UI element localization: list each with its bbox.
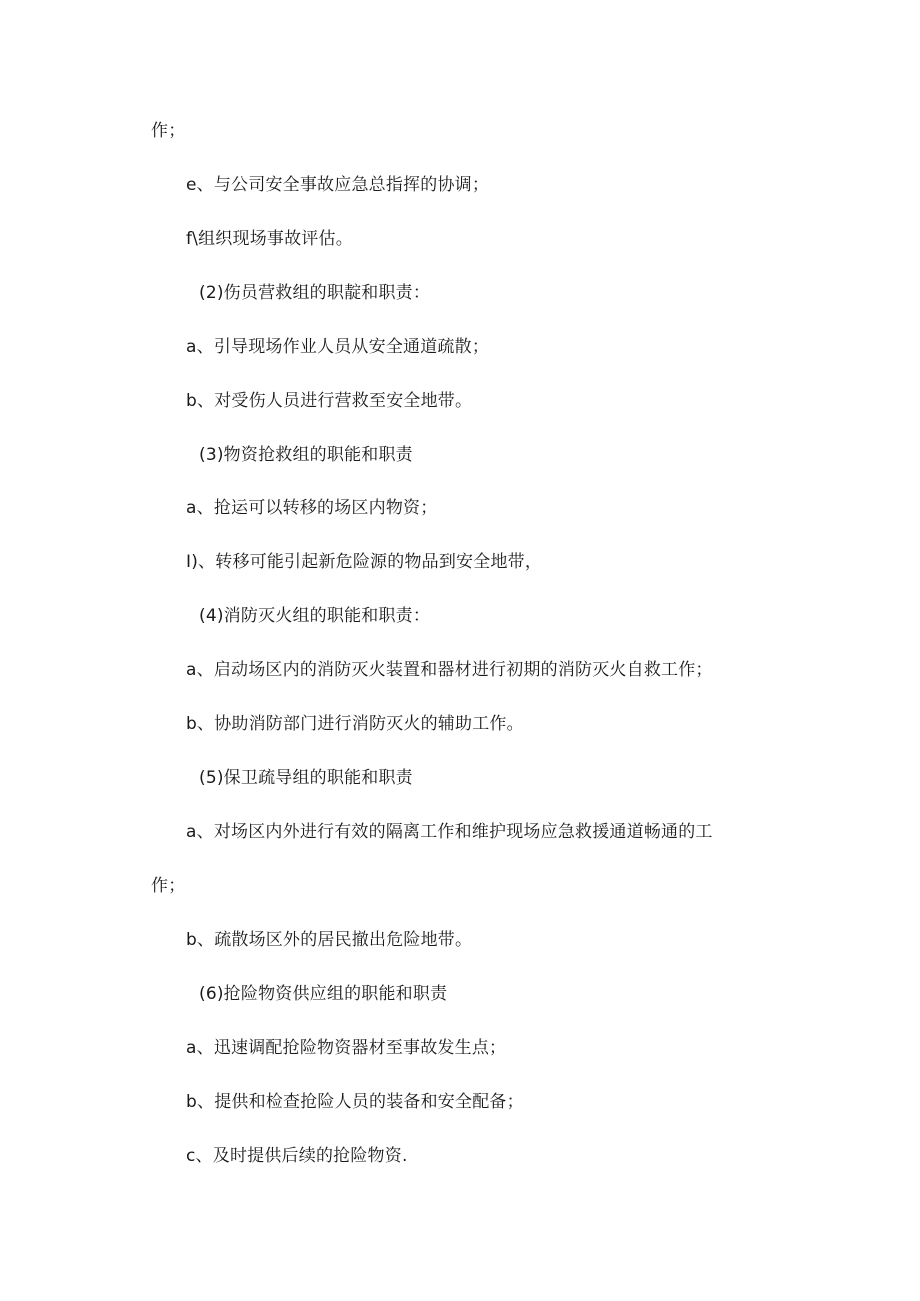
- section-heading: (2)伤员营救组的职靛和职责：: [199, 283, 431, 303]
- text-line: f\组织现场事故评估。: [186, 229, 353, 249]
- section-heading: (5)保卫疏导组的职能和职责: [199, 768, 413, 788]
- text-line: e、与公司安全事故应急总指挥的协调；: [186, 175, 490, 195]
- text-line: b、协助消防部门进行消防灭火的辅助工作。: [186, 714, 524, 734]
- text-line: 作；: [151, 121, 186, 141]
- text-line: a、迅速调配抢险物资器材至事故发生点；: [186, 1038, 507, 1058]
- text-line: b、疏散场区外的居民撤出危险地带。: [186, 930, 473, 950]
- section-heading: (6)抢险物资供应组的职能和职责: [199, 984, 448, 1004]
- text-line: a、对场区内外进行有效的隔离工作和维护现场应急救援通道畅通的工: [186, 822, 713, 842]
- section-heading: (3)物资抢救组的职能和职责: [199, 445, 413, 465]
- text-line: c、及时提供后续的抢险物资.: [186, 1146, 408, 1166]
- text-line: b、提供和检查抢险人员的装备和安全配备；: [186, 1092, 524, 1112]
- section-heading: (4)消防灭火组的职能和职责：: [199, 606, 431, 626]
- text-line: I)、转移可能引起新危险源的物品到安全地带，: [186, 552, 543, 572]
- text-line: a、引导现场作业人员从安全通道疏散；: [186, 337, 490, 357]
- text-line: a、启动场区内的消防灭火装置和器材进行初期的消防灭火自救工作；: [186, 660, 713, 680]
- text-line: a、抢运可以转移的场区内物资；: [186, 498, 438, 518]
- text-line: b、对受伤人员进行营救至安全地带。: [186, 391, 473, 411]
- text-line: 作；: [151, 876, 186, 896]
